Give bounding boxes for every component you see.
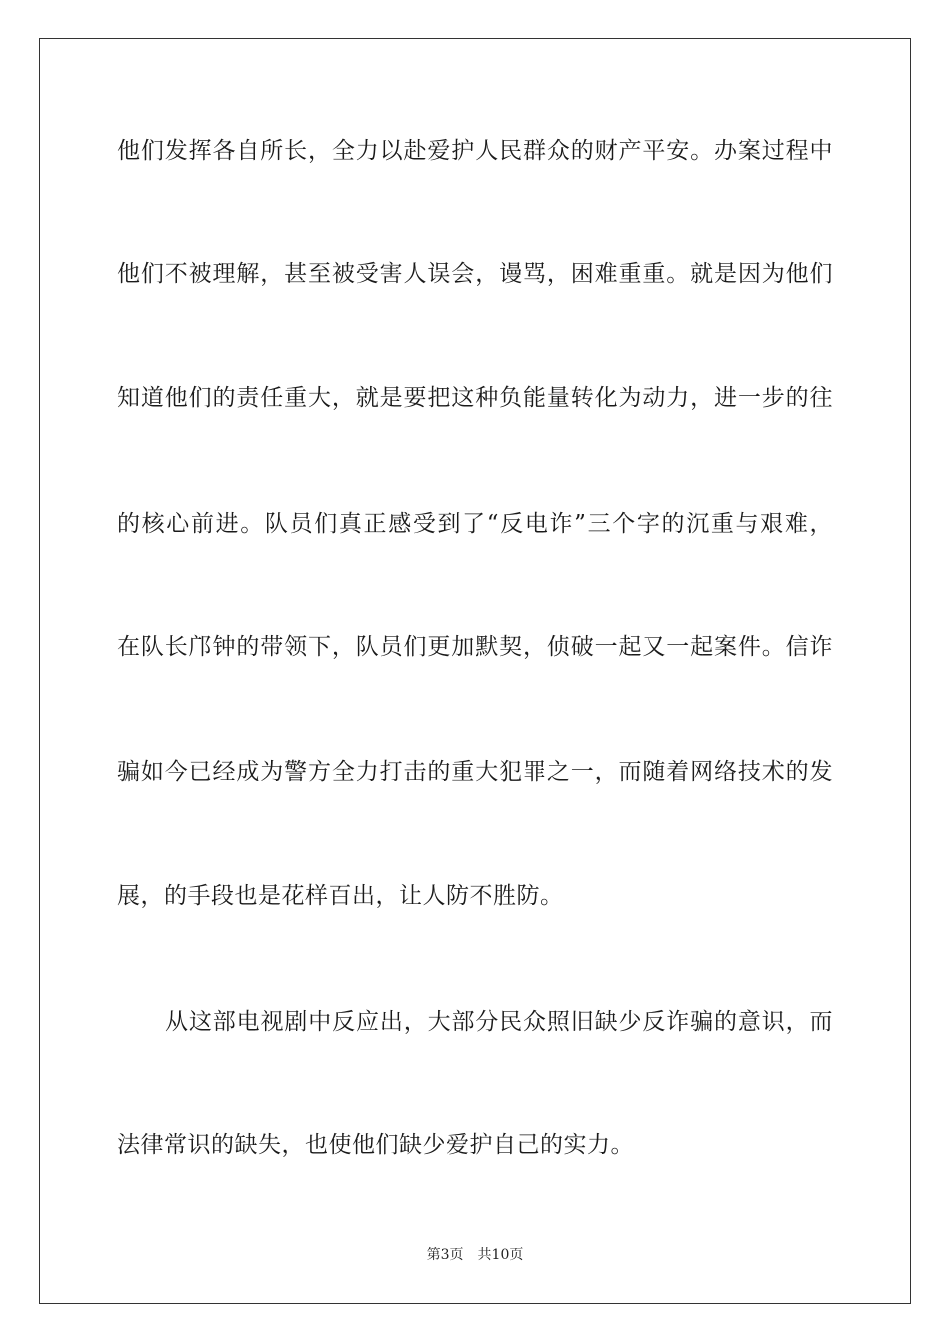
page-border [39,38,911,1304]
body-line-3: 知道他们的责任重大，就是要把这种负能量转化为动力，进一步的往 [117,385,833,411]
page-footer [0,1245,950,1265]
body-line-7: 展，的手段也是花样百出，让人防不胜防。 [117,883,564,909]
body-line-9: 法律常识的缺失，也使他们缺少爱护自己的实力。 [117,1132,634,1158]
body-line-8: 从这部电视剧中反应出，大部分民众照旧缺少反诈骗的意识，而 [165,1009,833,1035]
body-line-6: 骗如今已经成为警方全力打击的重大犯罪之一，而随着网络技术的发 [117,759,833,785]
body-line-1: 他们发挥各自所长，全力以赴爱护人民群众的财产平安。办案过程中 [117,138,833,164]
body-line-5: 在队长邝钟的带领下，队员们更加默契，侦破一起又一起案件。信诈 [117,634,833,660]
body-line-4: 的核心前进。队员们真正感受到了“反电诈”三个字的沉重与艰难， [117,511,833,537]
page-total: 共10页 [477,1247,524,1263]
body-line-2: 他们不被理解，甚至被受害人误会，谩骂，困难重重。就是因为他们 [117,261,833,287]
page-number: 第3页 [426,1247,464,1263]
